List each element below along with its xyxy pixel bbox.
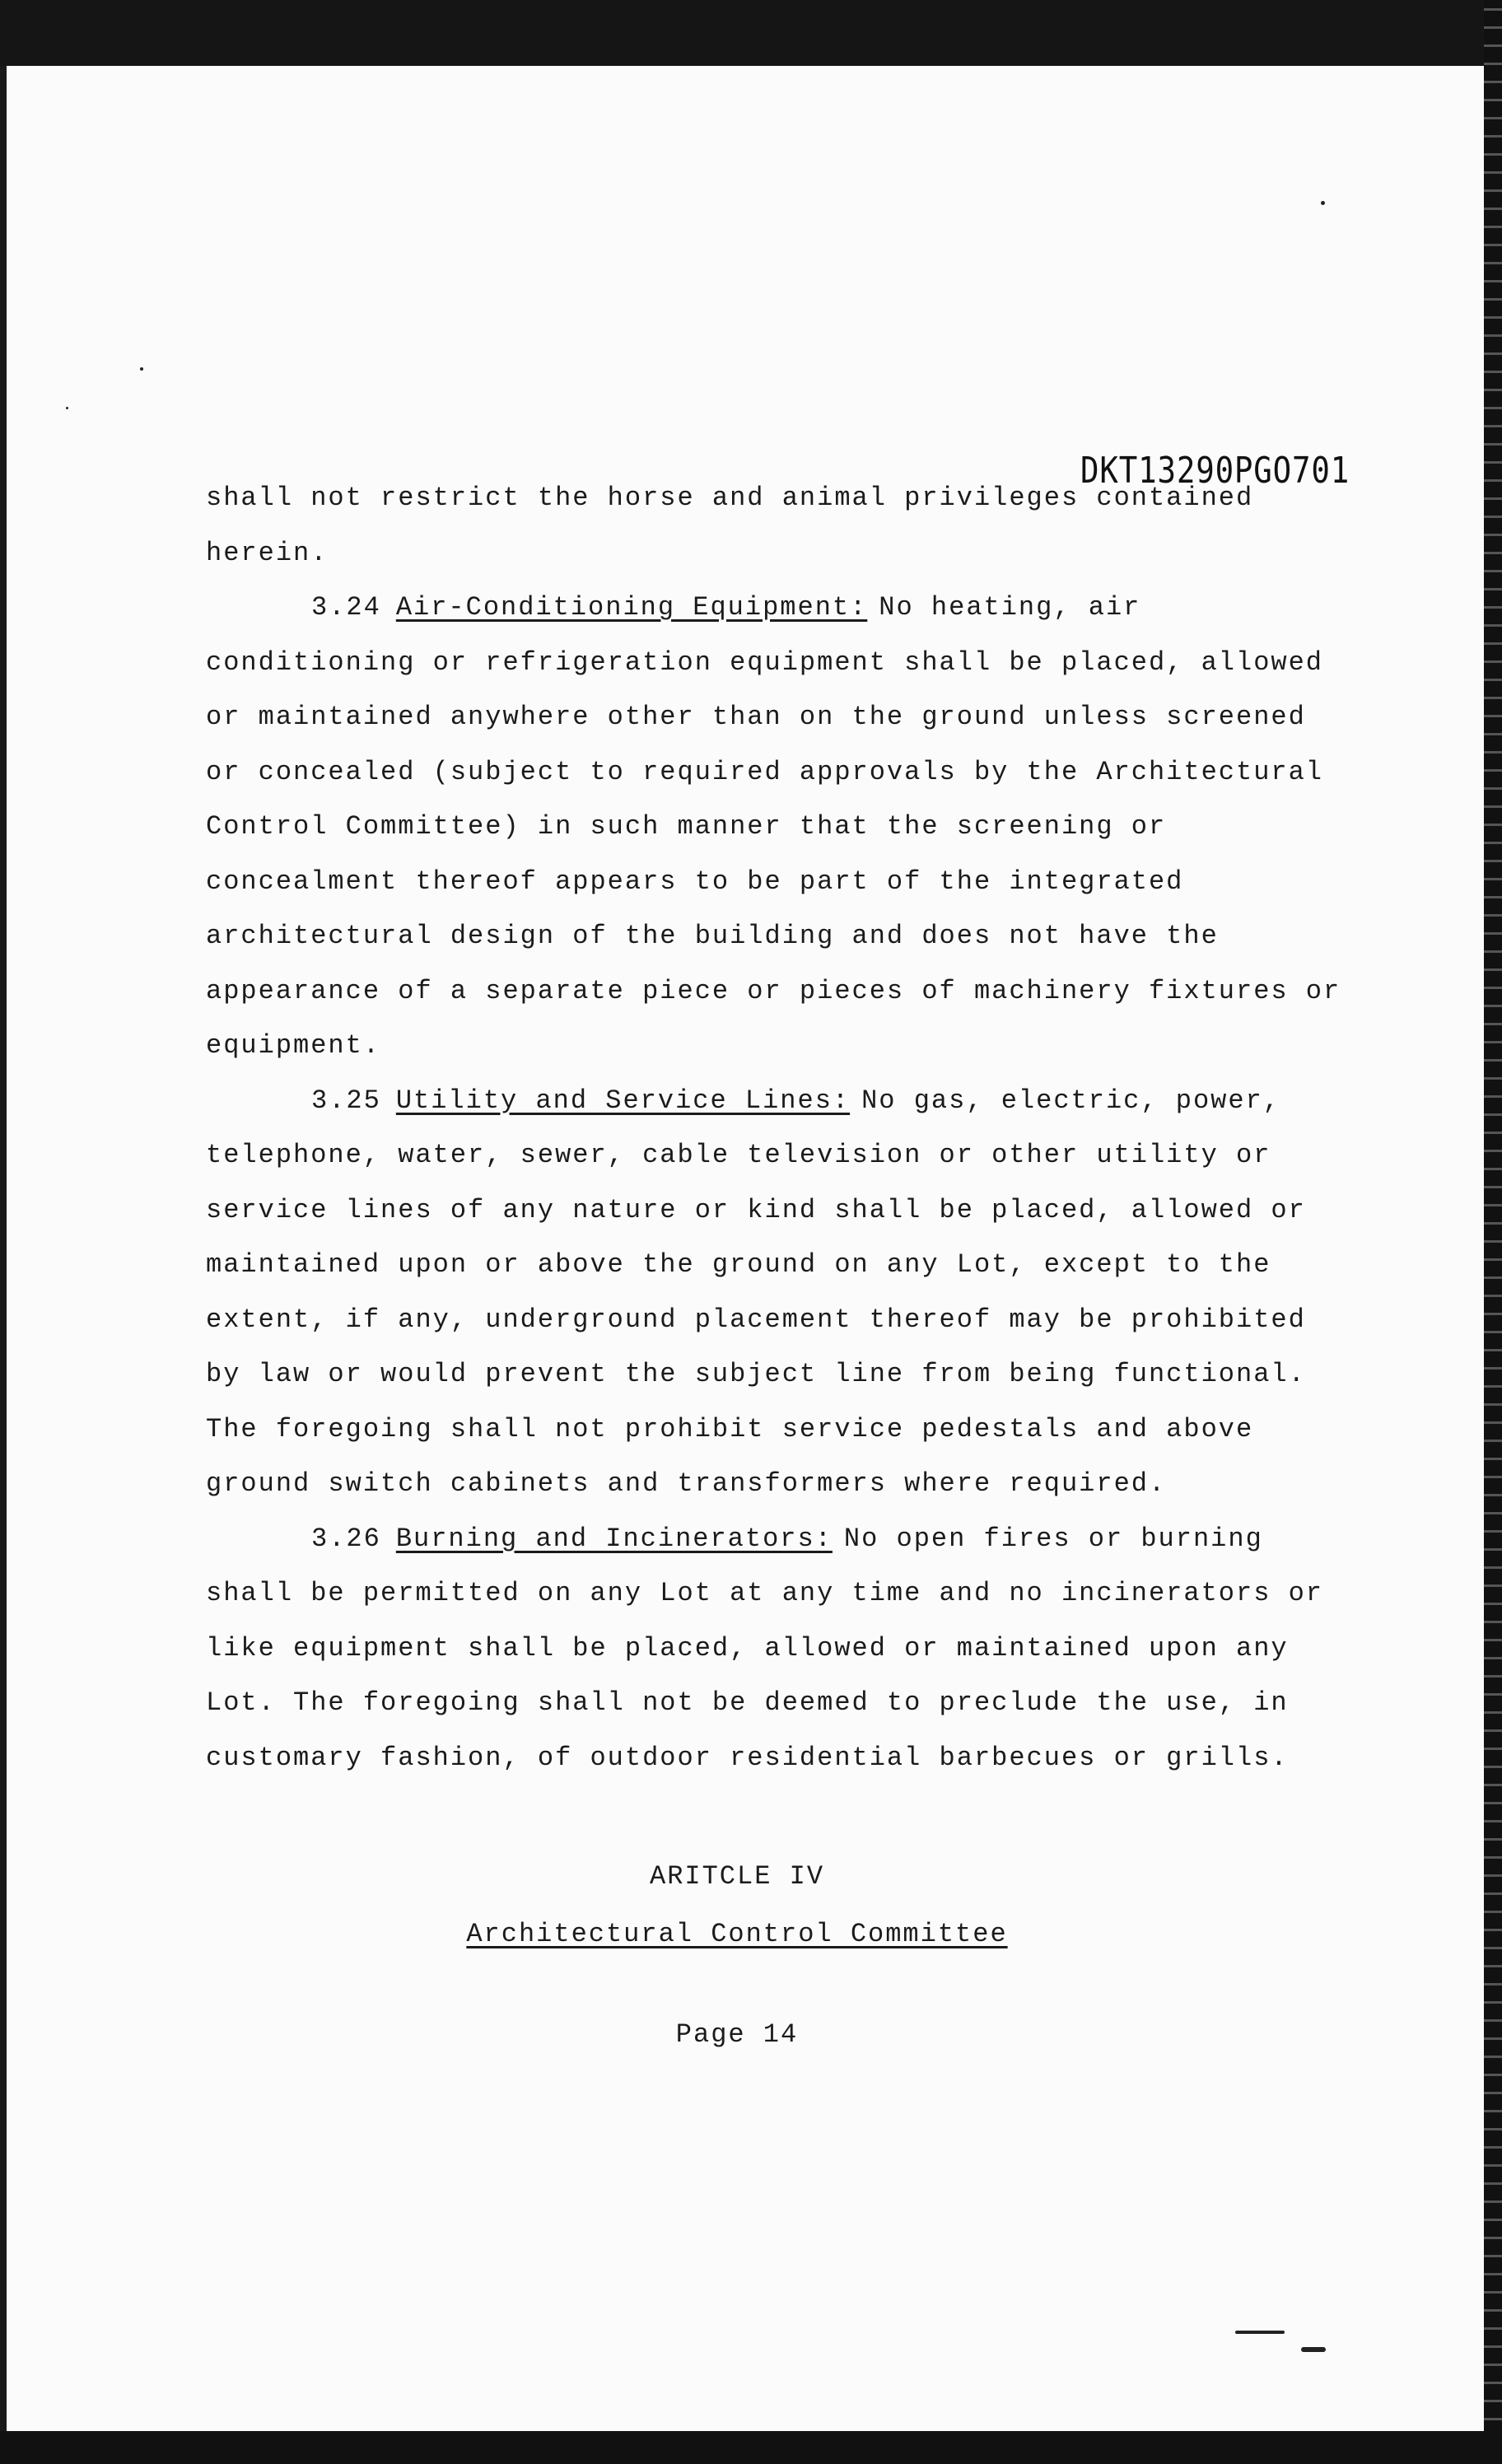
- text-line: appearance of a separate piece or pieces of machinery fixtures or: [206, 975, 1341, 1006]
- text-line: or concealed (subject to required approvals by the Architectural: [206, 756, 1323, 787]
- document-body: [206, 471, 1359, 1785]
- text-line: extent, if any, underground placement thereof may be prohibited: [206, 1304, 1306, 1335]
- scan-smudge: [1301, 2347, 1326, 2352]
- text-line: concealment thereof appears to be part of the integrated: [206, 866, 1184, 897]
- text-line: by law or would prevent the subject line from being functional.: [206, 1359, 1306, 1389]
- scan-smudge: [1235, 2331, 1285, 2334]
- text-line: herein.: [206, 537, 329, 568]
- scan-speck: [1321, 201, 1325, 205]
- section-number: 3.24: [311, 592, 381, 623]
- section-title: Utility and Service Lines:: [395, 1085, 851, 1116]
- text-fragment: No open fires or burning: [843, 1523, 1263, 1554]
- text-line: shall be permitted on any Lot at any time and no incinerators or: [206, 1578, 1323, 1608]
- scan-border-left: [0, 66, 7, 2438]
- article-subheading: Architectural Control Committee: [466, 1919, 1008, 1949]
- document-stamp-number: DKT13290PGO701: [1080, 450, 1350, 492]
- scan-border-right: [1484, 0, 1502, 2464]
- text-line: like equipment shall be placed, allowed or maintained upon any: [206, 1632, 1289, 1664]
- text-line: Control Committee) in such manner that the screening or: [206, 811, 1167, 842]
- text-line: conditioning or refrigeration equipment shall be placed, allowed: [206, 646, 1323, 678]
- text-line: architectural design of the building and does not have the: [206, 921, 1219, 951]
- article-heading: ARITCLE IV: [649, 1861, 825, 1892]
- text-line: customary fashion, of outdoor residential barbecues or grills.: [206, 1742, 1289, 1773]
- scan-border-top: [0, 0, 1502, 66]
- section-title: Burning and Incinerators:: [395, 1523, 833, 1554]
- scan-border-bottom: [0, 2431, 1502, 2464]
- text-line: shall not restrict the horse and animal privileges contained: [206, 483, 1254, 513]
- text-fragment: No gas, electric, power,: [861, 1085, 1280, 1116]
- section-3-25-heading: [206, 1074, 1359, 1129]
- text-line: equipment.: [206, 1030, 381, 1061]
- text-fragment: No heating, air: [879, 592, 1141, 623]
- scan-speck: [140, 367, 143, 371]
- text-line: Lot. The foregoing shall not be deemed to preclude the use, in: [206, 1687, 1289, 1718]
- text-line: service lines of any nature or kind shall be placed, allowed or: [206, 1194, 1306, 1225]
- text-line: maintained upon or above the ground on any Lot, except to the: [206, 1249, 1271, 1280]
- section-3-24-heading: [206, 581, 1359, 636]
- scan-speck: [66, 407, 68, 409]
- text-line: telephone, water, sewer, cable television or other utility or: [206, 1140, 1271, 1170]
- section-number: 3.25: [311, 1085, 381, 1116]
- section-3-26-heading: [206, 1512, 1359, 1567]
- section-title: Air-Conditioning Equipment:: [395, 592, 868, 623]
- text-line: or maintained anywhere other than on the ground unless screened: [206, 702, 1306, 732]
- page-number: Page 14: [675, 2019, 799, 2050]
- section-number: 3.26: [311, 1523, 381, 1554]
- text-line: ground switch cabinets and transformers where required.: [206, 1468, 1167, 1499]
- text-line: The foregoing shall not prohibit service pedestals and above: [206, 1413, 1254, 1444]
